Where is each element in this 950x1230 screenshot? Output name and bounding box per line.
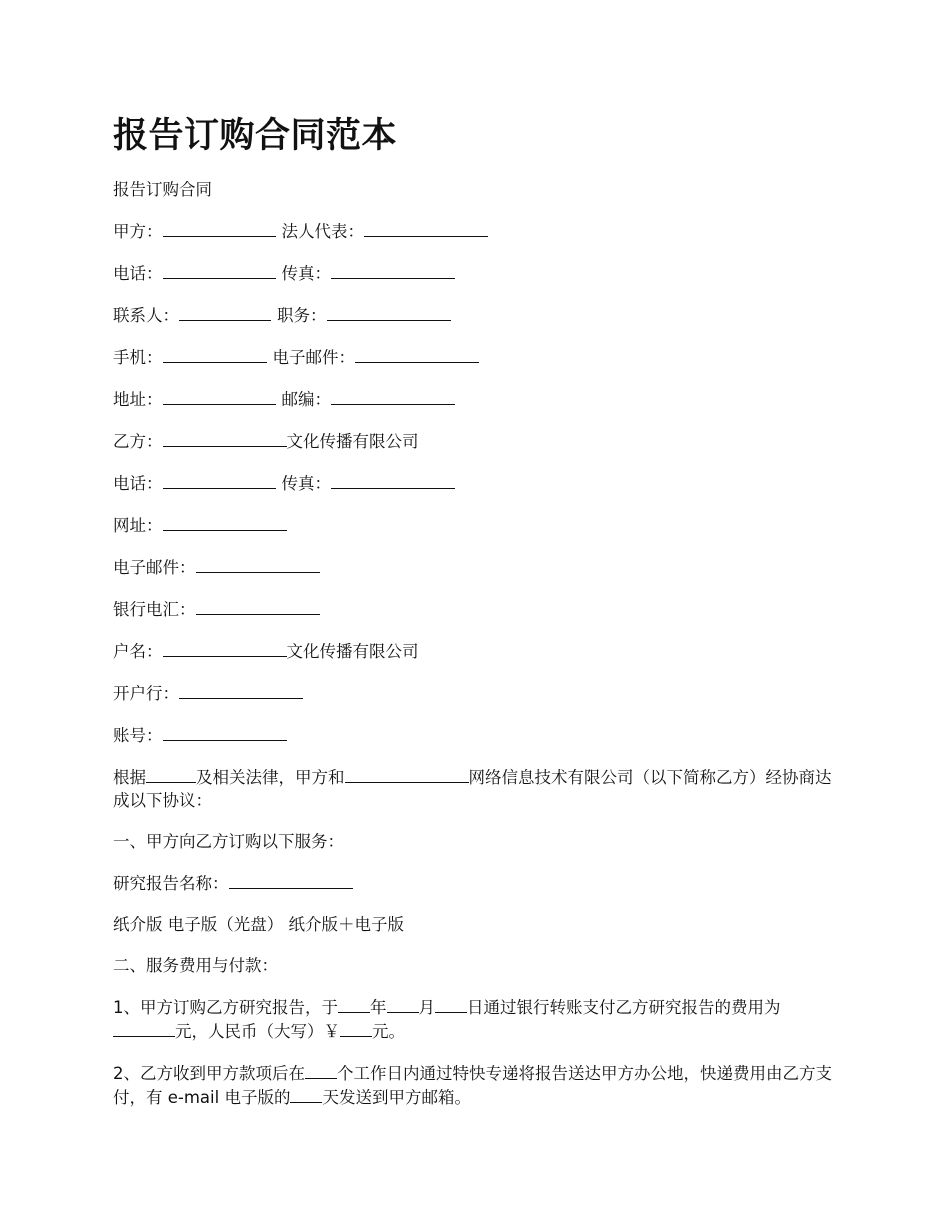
legal-rep-blank (364, 219, 488, 237)
clause-2-text-1: 2、乙方收到甲方款项后在 (113, 1064, 305, 1083)
preamble-text-1: 根据 (113, 768, 146, 787)
clause-2-text-2: 个工作日内通过特快专递将报告送达甲方办公地，快递费用由乙方支付，有 e-mail 电子版的 (113, 1064, 832, 1107)
clause-2-text-3: 天发送到甲方邮箱。 (322, 1088, 471, 1107)
party-b-fax-blank (331, 471, 455, 489)
bank-blank (179, 681, 303, 699)
contact-blank (179, 303, 271, 321)
bank-label: 开户行： (113, 684, 179, 703)
party-a-line (113, 219, 833, 243)
preamble-text-2: 及相关法律，甲方和 (196, 768, 345, 787)
law-basis-blank (146, 765, 196, 783)
month-blank (387, 995, 419, 1013)
preamble-paragraph (113, 765, 833, 812)
workdays-blank (305, 1061, 337, 1079)
section-2-heading: 二、服务费用与付款： (113, 956, 278, 975)
document-title: 报告订购合同范本 (113, 116, 398, 156)
account-name-blank (163, 639, 287, 657)
clause-1-text-4: 日通过银行转账支付乙方研究报告的费用为 (467, 998, 781, 1017)
position-blank (327, 303, 451, 321)
party-b-line (113, 429, 833, 453)
bank-transfer-line (113, 597, 833, 621)
clause-1-text-1: 1、甲方订购乙方研究报告，于 (113, 998, 338, 1017)
amount-blank (113, 1019, 175, 1037)
clause-1-text-6: 元。 (372, 1022, 405, 1041)
party-b-company-suffix: 文化传播有限公司 (286, 432, 419, 451)
address-blank (163, 387, 276, 405)
section-1-heading: 一、甲方向乙方订购以下服务： (113, 832, 344, 851)
party-b-email-blank (196, 555, 320, 573)
versions-line: 纸介版 电子版（光盘） 纸介版＋电子版 (113, 915, 404, 934)
party-a-blank (163, 219, 276, 237)
account-no-label: 账号： (113, 726, 163, 745)
party-a-address-line (113, 387, 833, 411)
party-b-email-label: 电子邮件： (113, 558, 196, 577)
phone-blank (163, 261, 276, 279)
party-a-mobile-line (113, 345, 833, 369)
clause-1-paragraph (113, 995, 833, 1043)
party-a-label: 甲方： (113, 222, 163, 241)
address-label: 地址： (113, 390, 163, 409)
party-b-fax-label: 传真： (281, 474, 331, 493)
report-name-label: 研究报告名称： (113, 874, 229, 893)
party-b-name-blank (345, 765, 469, 783)
clause-1-text-5: 元，人民币（大写）￥ (175, 1022, 340, 1041)
mobile-label: 手机： (113, 348, 163, 367)
clause-1-text-2: 年 (370, 998, 387, 1017)
year-blank (338, 995, 370, 1013)
bank-transfer-blank (196, 597, 320, 615)
report-name-line (113, 871, 833, 895)
postcode-label: 邮编： (281, 390, 331, 409)
mobile-blank (163, 345, 267, 363)
email-days-blank (290, 1085, 322, 1103)
contract-subtitle: 报告订购合同 (113, 180, 212, 199)
preamble-text-3: 网络信息技术有限公司（以下简称乙方）经协商达成以下协议： (113, 768, 832, 810)
party-b-phone-blank (163, 471, 276, 489)
account-name-line (113, 639, 833, 663)
account-no-blank (163, 723, 287, 741)
party-b-blank (163, 429, 287, 447)
party-b-email-line (113, 555, 833, 579)
bank-transfer-label: 银行电汇： (113, 600, 196, 619)
position-label: 职务： (277, 306, 327, 325)
document-page (113, 112, 833, 1127)
day-blank (435, 995, 467, 1013)
report-name-blank (229, 871, 353, 889)
website-blank (163, 513, 287, 531)
account-name-label: 户名： (113, 642, 163, 661)
account-no-line (113, 723, 833, 747)
website-label: 网址： (113, 516, 163, 535)
party-a-contact-line (113, 303, 833, 327)
legal-rep-label: 法人代表： (281, 222, 364, 241)
website-line (113, 513, 833, 537)
party-b-phone-line (113, 471, 833, 495)
party-b-label: 乙方： (113, 432, 163, 451)
bank-line (113, 681, 833, 705)
postcode-blank (331, 387, 455, 405)
party-a-phone-line (113, 261, 833, 285)
clause-1-text-3: 月 (418, 998, 435, 1017)
email-blank (355, 345, 479, 363)
amount-uppercase-blank (340, 1019, 372, 1037)
phone-label: 电话： (113, 264, 163, 283)
clause-2-paragraph (113, 1061, 833, 1109)
email-label: 电子邮件： (272, 348, 355, 367)
account-name-suffix: 文化传播有限公司 (286, 642, 419, 661)
fax-label: 传真： (281, 264, 331, 283)
fax-blank (331, 261, 455, 279)
contact-label: 联系人： (113, 306, 179, 325)
party-b-phone-label: 电话： (113, 474, 163, 493)
